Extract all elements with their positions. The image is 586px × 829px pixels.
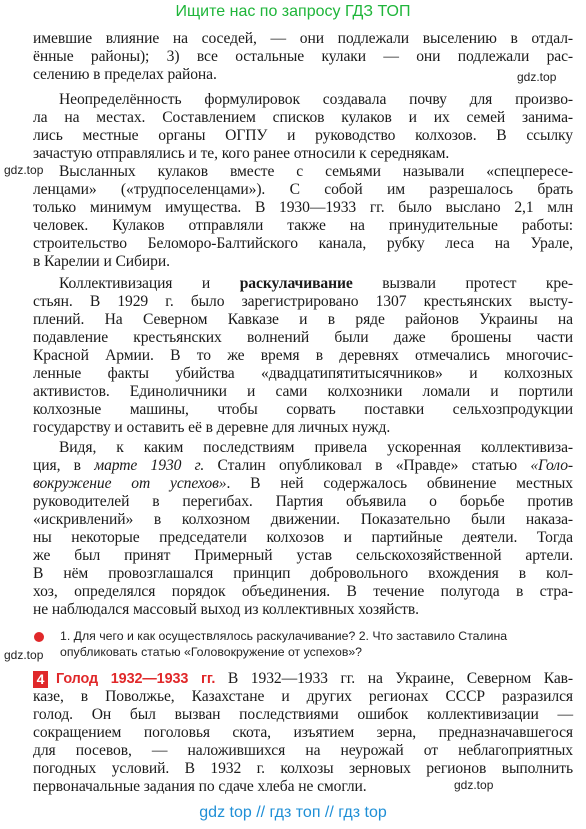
text-line: В нём провозглашался принцип добровольного вхождения в кол- (33, 565, 573, 582)
text-line: руководителей в перегибах. Партия объявила о борьбе против (33, 493, 573, 510)
text-line: же был принят Примерный устав сельскохозяйственной артели. (33, 547, 573, 564)
text-line: Коллективизация и раскулачивание вызвали протест кре- (59, 275, 573, 292)
text-line: хоз, определялся порядок объединения. В течение полугода в стра- (33, 583, 573, 600)
bottom-banner: gdz top // гдз топ // гдз top (199, 804, 387, 821)
text-line: государству и оставить её в деревне для личных нужд. (33, 419, 391, 436)
text-line: плений. На Северном Кавказе и в ряде районов Украины на (33, 311, 573, 328)
text-line: стьян. В 1929 г. было зарегистрировано 1307 крестьянских высту- (33, 293, 573, 310)
text-line: колхозные машины, чтобы сорвать поставки сельхозпродукции (33, 401, 573, 418)
top-banner: Ищите нас по запросу ГДЗ ТОП (175, 3, 411, 20)
section-title: Голод 1932—1933 гг. (56, 671, 216, 687)
text-line: не наблюдался массовый выход из коллективных хозяйств. (33, 601, 419, 618)
text-line: имевшие влияние на соседей, — они подлежали выселению в отдал- (33, 30, 573, 47)
text-line: ла на местах. Составлением списков кулаков и их семей занима- (33, 109, 573, 126)
watermark: gdz.top (4, 648, 44, 662)
watermark: gdz.top (454, 778, 494, 792)
term-raskulachivanie: раскулачивание (239, 275, 353, 292)
section-number-badge: 4 (33, 671, 48, 688)
text-line: ны некоторые председатели колхозов и партийные деятели. Тогда (33, 529, 573, 546)
text-line: Неопределённость формулировок создавала почву для произво- (59, 91, 573, 108)
watermark: gdz.top (4, 163, 44, 177)
text-line: активистов. Единоличники и сами колхозники ломали и портили (33, 383, 573, 400)
text-line: для посевов, — наложившихся на неурожай от неблагоприятных (33, 742, 573, 759)
text-line: ленцами» («трудпоселенцами»). С собой им разрешалось брать (33, 181, 573, 198)
text-line: ция, в марте 1930 г. Сталин опубликовал в «Правде» статью «Голо- (33, 457, 573, 474)
text-line: погодных условий. В 1932 г. колхозы зерновых регионов выполнить (33, 760, 573, 777)
text-line: только минимум имущества. В 1930—1933 гг. было выслано 2,1 млн (33, 199, 573, 216)
text-line: человек. Кулаков отправляли также на принудительные работы: (33, 217, 573, 234)
text-line: подавление крестьянских волнений были даже брошены части (33, 329, 573, 346)
text-line: Красной Армии. В то же время в деревнях отмечались многочис- (33, 347, 573, 364)
text-line: вокружение от успехов». В ней содержалось обвинение местных (33, 475, 573, 492)
text-line: в Карелии и Сибири. (33, 253, 170, 270)
text-line: голод. Он был вызван последствиями ошибок коллективизации — (33, 706, 573, 723)
text-line: Видя, к каким последствиям привела ускоренная коллективиза- (59, 439, 573, 456)
text-line: первоначальные задания по сдаче хлеба не смогли. (33, 778, 367, 795)
text-line: ённые районы); 3) все остальные кулаки — они подлежали рас- (33, 48, 573, 65)
text-line: ленные факты убийства «двадцатипятитысячников» и колхозных (33, 365, 573, 382)
text-line: лись местные органы ОГПУ и руководство колхозов. В ссылку (33, 127, 573, 144)
text-line: казе, в Поволжье, Казахстане и других регионах СССР разразился (33, 688, 573, 705)
text-line: строительство Беломоро-Балтийского канала, рубку леса на Урале, (33, 235, 573, 252)
section-heading-line: Голод 1932—1933 гг. В 1932—1933 гг. на Украине, Северном Кав- (56, 670, 573, 687)
question-line: опубликовать статью «Головокружение от успехов»? (60, 645, 363, 659)
question-line: 1. Для чего и как осуществлялось раскулачивание? 2. Что заставило Сталина (60, 629, 508, 643)
text-line: селению в пределах района. (33, 66, 217, 83)
text-line: зачастую отправлялись и те, кого ранее относили к середнякам. (33, 145, 450, 162)
text-line: сокращением поголовья скота, изъятием зерна, предназначавшегося (33, 724, 573, 741)
watermark: gdz.top (517, 70, 557, 84)
question-bullet-icon (34, 632, 44, 642)
text-line: «искривлений» в колхозном движении. Показательно были наказа- (33, 511, 573, 528)
text-line: Высланных кулаков вместе с семьями называли «спецпересе- (59, 163, 573, 180)
